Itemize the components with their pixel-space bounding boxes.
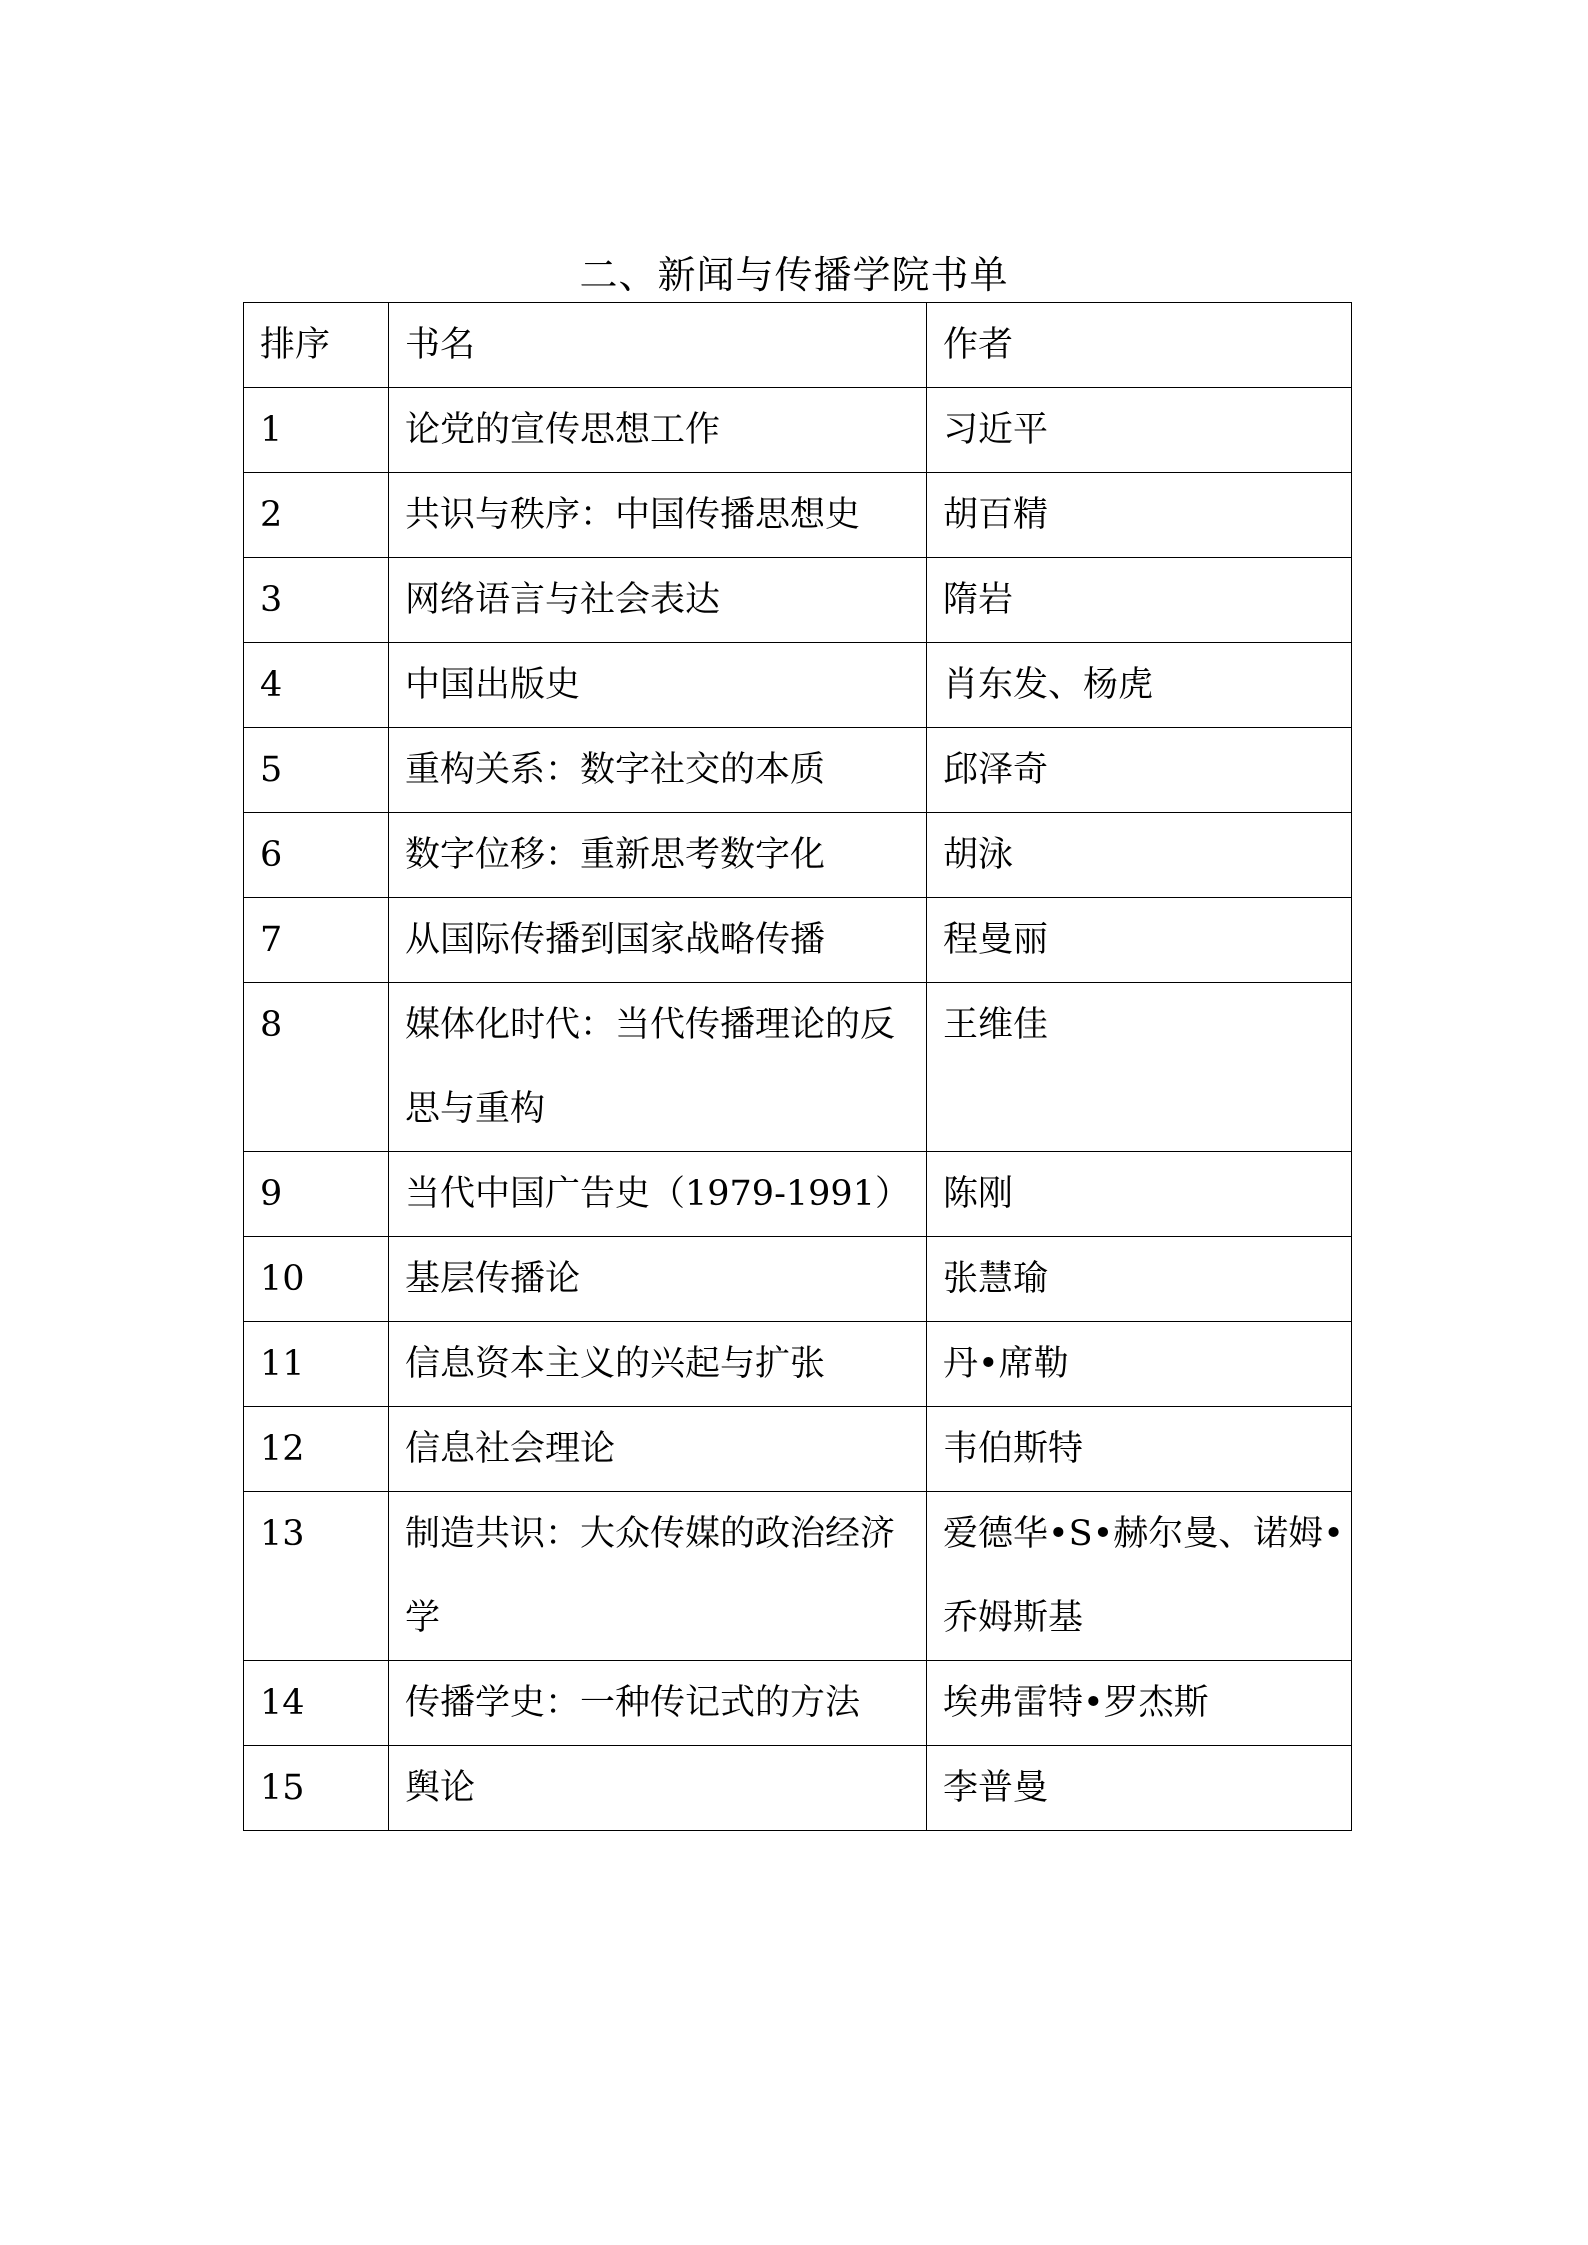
table-row [244,1322,1352,1407]
table-row [244,1746,1352,1831]
author-cell: 肖东发、杨虎 [927,643,1352,728]
book-title-cell: 论党的宣传思想工作 [389,388,927,473]
author-cell: 爱德华•S•赫尔曼、诺姆•乔姆斯基 [927,1492,1352,1661]
table-row [244,1152,1352,1237]
table-row [244,388,1352,473]
page-title: 二、新闻与传播学院书单 [579,253,1009,297]
book-title-cell: 信息资本主义的兴起与扩张 [389,1322,927,1407]
book-title-cell: 网络语言与社会表达 [389,558,927,643]
table-header-row [244,303,1352,388]
table-row [244,643,1352,728]
column-header-author: 作者 [927,303,1352,388]
author-cell: 程曼丽 [927,898,1352,983]
book-title-cell: 舆论 [389,1746,927,1831]
book-title-cell: 数字位移：重新思考数字化 [389,813,927,898]
table-row [244,983,1352,1152]
column-header-book: 书名 [389,303,927,388]
book-title-cell: 制造共识：大众传媒的政治经济学 [389,1492,927,1661]
rank-cell: 6 [244,813,389,898]
table-row [244,558,1352,643]
rank-cell: 3 [244,558,389,643]
rank-cell: 2 [244,473,389,558]
author-cell: 韦伯斯特 [927,1407,1352,1492]
book-list-table [243,302,1352,1831]
rank-cell: 7 [244,898,389,983]
author-cell: 张慧瑜 [927,1237,1352,1322]
author-cell: 隋岩 [927,558,1352,643]
rank-cell: 14 [244,1661,389,1746]
rank-cell: 10 [244,1237,389,1322]
author-cell: 王维佳 [927,983,1352,1152]
rank-cell: 5 [244,728,389,813]
author-cell: 邱泽奇 [927,728,1352,813]
book-title-cell: 基层传播论 [389,1237,927,1322]
table-row [244,1407,1352,1492]
rank-cell: 15 [244,1746,389,1831]
book-title-cell: 共识与秩序：中国传播思想史 [389,473,927,558]
table-row [244,898,1352,983]
book-title-cell: 信息社会理论 [389,1407,927,1492]
table-row [244,813,1352,898]
author-cell: 习近平 [927,388,1352,473]
author-cell: 李普曼 [927,1746,1352,1831]
book-title-cell: 媒体化时代：当代传播理论的反思与重构 [389,983,927,1152]
book-title-cell: 中国出版史 [389,643,927,728]
book-title-cell: 重构关系：数字社交的本质 [389,728,927,813]
table-row [244,1492,1352,1661]
rank-cell: 9 [244,1152,389,1237]
rank-cell: 11 [244,1322,389,1407]
table-row [244,1661,1352,1746]
author-cell: 胡泳 [927,813,1352,898]
book-title-cell: 当代中国广告史（1979-1991） [389,1152,927,1237]
table-row [244,1237,1352,1322]
rank-cell: 4 [244,643,389,728]
author-cell: 埃弗雷特•罗杰斯 [927,1661,1352,1746]
column-header-rank: 排序 [244,303,389,388]
rank-cell: 1 [244,388,389,473]
table-row [244,728,1352,813]
rank-cell: 12 [244,1407,389,1492]
book-title-cell: 传播学史：一种传记式的方法 [389,1661,927,1746]
book-title-cell: 从国际传播到国家战略传播 [389,898,927,983]
author-cell: 陈刚 [927,1152,1352,1237]
author-cell: 胡百精 [927,473,1352,558]
table-row [244,473,1352,558]
rank-cell: 8 [244,983,389,1152]
rank-cell: 13 [244,1492,389,1661]
author-cell: 丹•席勒 [927,1322,1352,1407]
